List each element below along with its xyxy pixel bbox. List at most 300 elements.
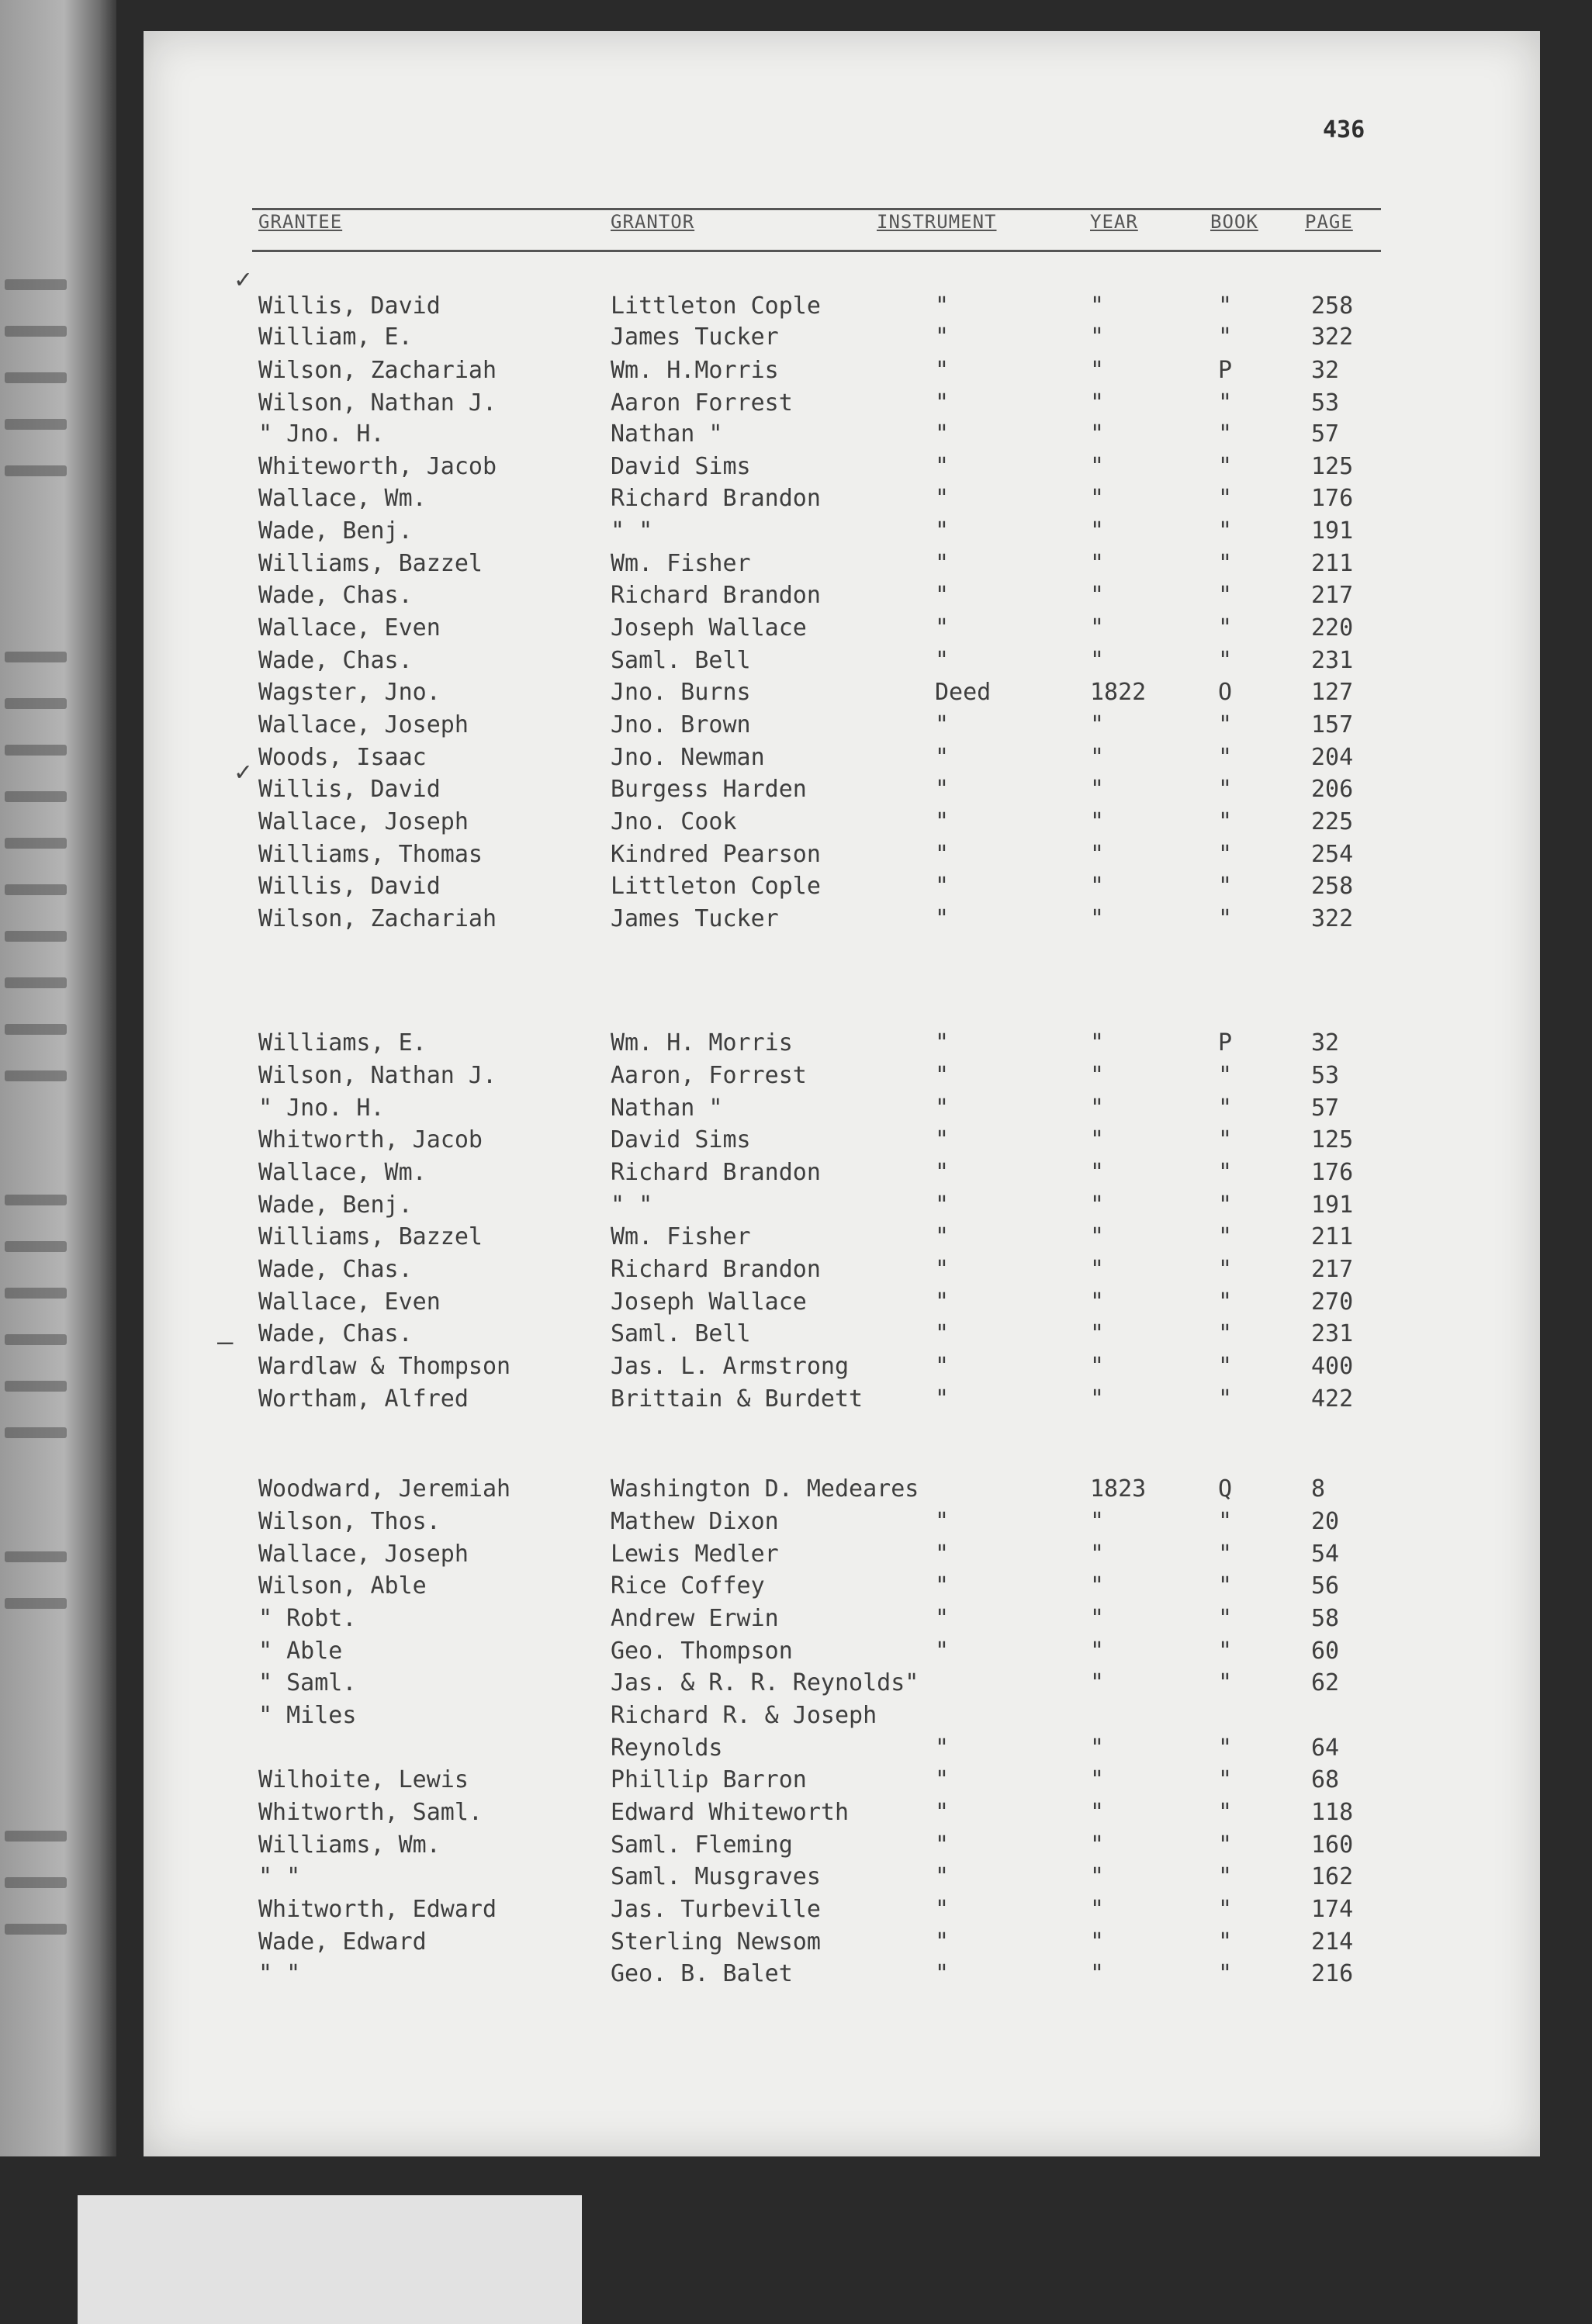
cell-grantee: William, E. [258,323,413,351]
cell-book: " [1218,1928,1233,1956]
cell-page: 400 [1311,1353,1354,1380]
cell-grantor: Wm. H. Morris [611,1029,793,1057]
cell-page: 322 [1311,323,1354,351]
cell-book: " [1218,1320,1233,1347]
table-row [144,1125,1540,1156]
cell-grantee: Williams, E. [258,1029,427,1057]
cell-year: " [1090,485,1105,512]
cell-book: " [1218,292,1233,320]
page-number: 436 [1323,116,1365,144]
cell-book: " [1218,517,1233,545]
table-row [144,1539,1540,1570]
cell-grantor: Saml. Musgraves [611,1863,821,1890]
cell-book: " [1218,647,1233,674]
cell-grantee: Willis, David [258,776,441,803]
table-row [144,483,1540,514]
cell-grantor: Sterling Newsom [611,1928,821,1956]
cell-instrument: " [935,485,950,512]
header-instrument: INSTRUMENT [877,211,997,233]
cell-grantee: Wilhoite, Lewis [258,1766,469,1793]
cell-grantee: Wade, Benj. [258,517,413,545]
cell-year: " [1090,1385,1105,1413]
header-rule-top [252,208,1381,210]
cell-page: 8 [1311,1475,1326,1503]
cell-instrument: " [935,1799,950,1826]
cell-instrument: " [935,420,950,448]
cell-page: 160 [1311,1831,1354,1859]
cell-instrument: " [935,1541,950,1568]
table-row [144,1093,1540,1124]
cell-page: 54 [1311,1541,1340,1568]
cell-year: 1822 [1090,679,1147,706]
cell-book: " [1218,1734,1233,1762]
cell-book: " [1218,1256,1233,1283]
cell-book: " [1218,841,1233,868]
cell-year: " [1090,1572,1105,1599]
cell-page: 58 [1311,1605,1340,1632]
table-row [144,1668,1540,1699]
cell-book: " [1218,1508,1233,1535]
cell-page: 57 [1311,420,1340,448]
table-row [144,677,1540,708]
cell-instrument: " [935,1638,950,1665]
cell-year: " [1090,1605,1105,1632]
cell-grantee: Wortham, Alfred [258,1385,469,1413]
table-row [144,742,1540,773]
table-row [144,451,1540,482]
cell-page: 191 [1311,1191,1354,1219]
cell-instrument: " [935,647,950,674]
cell-grantee: Wallace, Joseph [258,1541,469,1568]
cell-year: " [1090,1320,1105,1347]
background-card [78,2195,582,2324]
cell-grantor: Jno. Newman [611,744,765,771]
cell-year: " [1090,323,1105,351]
cell-year: " [1090,1863,1105,1890]
cell-book: " [1218,873,1233,900]
cell-instrument: " [935,776,950,803]
cell-book: " [1218,1638,1233,1665]
cell-page: 258 [1311,873,1354,900]
cell-year: " [1090,776,1105,803]
cell-book: " [1218,1605,1233,1632]
cell-grantor: Jno. Cook [611,808,737,835]
cell-page: 204 [1311,744,1354,771]
cell-book: " [1218,485,1233,512]
cell-instrument: " [935,744,950,771]
cell-year: " [1090,1256,1105,1283]
cell-grantor: Richard R. & Joseph [611,1702,877,1729]
cell-grantor: James Tucker [611,323,779,351]
cell-grantor: " " [611,517,653,545]
cell-year: " [1090,1928,1105,1956]
cell-grantor: Jas. & R. R. Reynolds" [611,1669,919,1696]
cell-year: " [1090,1095,1105,1122]
cell-page: 217 [1311,582,1354,609]
header-rule-bottom [252,250,1381,252]
header-grantee: GRANTEE [258,211,343,233]
cell-page: 422 [1311,1385,1354,1413]
cell-instrument: " [935,1385,950,1413]
cell-grantee: Wagster, Jno. [258,679,441,706]
cell-year: " [1090,905,1105,932]
cell-grantor: Rice Coffey [611,1572,765,1599]
cell-grantor: David Sims [611,1126,751,1153]
cell-page: 220 [1311,614,1354,642]
cell-grantor: " " [611,1191,653,1219]
table-row [144,1765,1540,1796]
cell-book: " [1218,744,1233,771]
cell-grantor: Richard Brandon [611,1256,821,1283]
cell-grantor: Littleton Cople [611,873,821,900]
cell-instrument: " [935,1508,950,1535]
table-row [144,613,1540,644]
cell-grantee: " Jno. H. [258,420,385,448]
cell-grantor: Phillip Barron [611,1766,807,1793]
cell-grantor: Nathan " [611,420,723,448]
header-grantor: GRANTOR [611,211,695,233]
dash-mark: — [217,1326,234,1357]
cell-grantee: Wilson, Able [258,1572,427,1599]
cell-grantor: Richard Brandon [611,1159,821,1186]
cell-year: " [1090,1734,1105,1762]
header-page: PAGE [1305,211,1353,233]
cell-page: 162 [1311,1863,1354,1890]
cell-instrument: " [935,905,950,932]
cell-book: " [1218,905,1233,932]
cell-year: " [1090,1508,1105,1535]
cell-page: 231 [1311,647,1354,674]
cell-page: 258 [1311,292,1354,320]
cell-book: " [1218,1159,1233,1186]
cell-year: " [1090,550,1105,577]
table-row [144,1028,1540,1059]
cell-grantor: Richard Brandon [611,582,821,609]
table-row [144,774,1540,805]
cell-year: " [1090,873,1105,900]
table-row [144,419,1540,450]
cell-grantor: Aaron Forrest [611,389,793,417]
cell-instrument: " [935,1831,950,1859]
cell-year: " [1090,420,1105,448]
cell-grantee: Wade, Chas. [258,647,413,674]
cell-grantor: Jno. Burns [611,679,751,706]
cell-grantor: Wm. Fisher [611,550,751,577]
header-book: BOOK [1210,211,1258,233]
cell-grantor: Reynolds [611,1734,723,1762]
cell-grantee: Wallace, Wm. [258,1159,427,1186]
cell-book: " [1218,1191,1233,1219]
cell-instrument: " [935,1095,950,1122]
table-row [144,516,1540,547]
cell-instrument: " [935,1960,950,1987]
table-row [144,388,1540,419]
cell-page: 125 [1311,1126,1354,1153]
cell-year: " [1090,1831,1105,1859]
cell-page: 32 [1311,357,1340,384]
cell-page: 127 [1311,679,1354,706]
cell-grantee: Wade, Chas. [258,1256,413,1283]
cell-grantor: David Sims [611,453,751,480]
table-row [144,1700,1540,1731]
cell-grantor: Geo. B. Balet [611,1960,793,1987]
cell-instrument: Deed [935,679,992,706]
cell-instrument: " [935,614,950,642]
cell-grantee: Willis, David [258,873,441,900]
cell-year: " [1090,1766,1105,1793]
cell-grantor: Brittain & Burdett [611,1385,863,1413]
cell-grantee: " Miles [258,1702,357,1729]
cell-book: " [1218,582,1233,609]
cell-year: " [1090,647,1105,674]
cell-page: 216 [1311,1960,1354,1987]
cell-book: " [1218,323,1233,351]
cell-grantee: Wallace, Even [258,614,441,642]
cell-page: 118 [1311,1799,1354,1826]
cell-grantee: Willis, David [258,292,441,320]
cell-instrument: " [935,517,950,545]
cell-page: 322 [1311,905,1354,932]
cell-book: Q [1218,1475,1233,1503]
cell-grantee: Williams, Bazzel [258,550,483,577]
cell-year: " [1090,1029,1105,1057]
table-row [144,1830,1540,1861]
table-row [144,1319,1540,1350]
table-row [144,1862,1540,1893]
cell-grantee: Whitworth, Edward [258,1896,497,1923]
cell-book: " [1218,808,1233,835]
cell-page: 125 [1311,453,1354,480]
table-row [144,1797,1540,1828]
cell-year: " [1090,1669,1105,1696]
cell-book: " [1218,1541,1233,1568]
cell-grantee: Wade, Chas. [258,582,413,609]
cell-grantee: Wardlaw & Thompson [258,1353,511,1380]
cell-book: P [1218,1029,1233,1057]
table-row [144,1384,1540,1415]
cell-grantor: Kindred Pearson [611,841,821,868]
cell-grantor: Wm. Fisher [611,1223,751,1250]
cell-grantor: Jas. Turbeville [611,1896,821,1923]
cell-instrument: " [935,550,950,577]
cell-instrument: " [935,808,950,835]
table-row [144,904,1540,935]
cell-instrument: " [935,1863,950,1890]
cell-page: 20 [1311,1508,1340,1535]
cell-book: " [1218,550,1233,577]
cell-year: " [1090,1126,1105,1153]
cell-grantee: Wilson, Nathan J. [258,389,497,417]
cell-grantee: Wilson, Zachariah [258,357,497,384]
cell-year: " [1090,1191,1105,1219]
cell-book: " [1218,1896,1233,1923]
cell-grantee: Wallace, Wm. [258,485,427,512]
cell-year: " [1090,1223,1105,1250]
cell-page: 176 [1311,1159,1354,1186]
cell-page: 32 [1311,1029,1340,1057]
cell-grantor: Wm. H.Morris [611,357,779,384]
cell-book: " [1218,453,1233,480]
table-row [144,1351,1540,1382]
cell-book: " [1218,1095,1233,1122]
cell-book: " [1218,1126,1233,1153]
table-row [144,1733,1540,1764]
cell-book: " [1218,1669,1233,1696]
cell-book: " [1218,1863,1233,1890]
cell-grantor: Nathan " [611,1095,723,1122]
cell-book: " [1218,1960,1233,1987]
cell-year: " [1090,1353,1105,1380]
cell-instrument: " [935,873,950,900]
cell-grantee: Wallace, Joseph [258,808,469,835]
cell-instrument: " [935,1320,950,1347]
cell-grantee: " Jno. H. [258,1095,385,1122]
cell-year: " [1090,1159,1105,1186]
cell-instrument: " [935,1353,950,1380]
cell-grantee: Wilson, Nathan J. [258,1062,497,1089]
cell-book: " [1218,1385,1233,1413]
table-row [144,1190,1540,1221]
cell-page: 211 [1311,550,1354,577]
cell-year: " [1090,1541,1105,1568]
cell-instrument: " [935,1126,950,1153]
cell-grantee: Whiteworth, Jacob [258,453,497,480]
table-row [144,807,1540,838]
table-row [144,1636,1540,1667]
table-row [144,1254,1540,1285]
table-row [144,871,1540,902]
cell-grantor: Washington D. Medeares [611,1475,919,1503]
cell-instrument: " [935,1223,950,1250]
cell-instrument: " [935,841,950,868]
cell-year: " [1090,744,1105,771]
adjacent-book-edge [0,0,116,2156]
cell-grantor: Edward Whiteworth [611,1799,850,1826]
cell-book: " [1218,1288,1233,1316]
cell-instrument: " [935,389,950,417]
cell-book: " [1218,711,1233,738]
cell-instrument: " [935,1256,950,1283]
cell-instrument: " [935,1288,950,1316]
table-row [144,355,1540,386]
cell-page: 225 [1311,808,1354,835]
cell-grantee: Williams, Thomas [258,841,483,868]
cell-page: 231 [1311,1320,1354,1347]
cell-year: " [1090,292,1105,320]
cell-book: P [1218,357,1233,384]
table-row [144,1474,1540,1505]
cell-instrument: " [935,711,950,738]
cell-page: 60 [1311,1638,1340,1665]
cell-grantee: " " [258,1960,301,1987]
table-row [144,1571,1540,1602]
cell-grantor: Saml. Fleming [611,1831,793,1859]
cell-instrument: " [935,1734,950,1762]
cell-instrument: " [935,1766,950,1793]
cell-grantee: Wade, Chas. [258,1320,413,1347]
cell-instrument: " [935,1159,950,1186]
cell-year: " [1090,1638,1105,1665]
table-row [144,1506,1540,1537]
table-row [144,1959,1540,1990]
cell-grantee: " Able [258,1638,343,1665]
cell-grantee: Wade, Edward [258,1928,427,1956]
table-row [144,1603,1540,1634]
cell-book: " [1218,614,1233,642]
cell-grantee: " " [258,1863,301,1890]
cell-grantee: Williams, Bazzel [258,1223,483,1250]
cell-grantee: Wade, Benj. [258,1191,413,1219]
cell-grantor: Saml. Bell [611,647,751,674]
cell-page: 174 [1311,1896,1354,1923]
cell-grantor: Mathew Dixon [611,1508,779,1535]
cell-book: " [1218,389,1233,417]
cell-year: " [1090,1896,1105,1923]
cell-year: " [1090,357,1105,384]
cell-grantee: Wilson, Zachariah [258,905,497,932]
cell-year: " [1090,1288,1105,1316]
table-row [144,1287,1540,1318]
table-row [144,645,1540,676]
cell-instrument: " [935,1896,950,1923]
cell-page: 191 [1311,517,1354,545]
cell-year: " [1090,1799,1105,1826]
table-row [144,710,1540,741]
cell-page: 214 [1311,1928,1354,1956]
cell-page: 53 [1311,1062,1340,1089]
check-mark: ✓ [235,264,251,295]
table-row [144,548,1540,579]
cell-instrument: " [935,1029,950,1057]
table-row [144,291,1540,322]
cell-grantee: Whitworth, Saml. [258,1799,483,1826]
cell-instrument: " [935,1572,950,1599]
cell-page: 56 [1311,1572,1340,1599]
cell-grantor: Geo. Thompson [611,1638,793,1665]
cell-grantor: Saml. Bell [611,1320,751,1347]
cell-grantor: Jas. L. Armstrong [611,1353,850,1380]
cell-year: " [1090,841,1105,868]
cell-book: " [1218,1572,1233,1599]
cell-year: " [1090,389,1105,417]
cell-grantee: Wallace, Joseph [258,711,469,738]
table-row [144,839,1540,870]
cell-page: 64 [1311,1734,1340,1762]
cell-instrument: " [935,1928,950,1956]
table-row [144,1157,1540,1188]
cell-year: " [1090,453,1105,480]
cell-grantee: " Robt. [258,1605,357,1632]
cell-grantor: James Tucker [611,905,779,932]
cell-grantor: Lewis Medler [611,1541,779,1568]
check-mark: ✓ [235,756,251,787]
cell-instrument: " [935,453,950,480]
cell-page: 53 [1311,389,1340,417]
header-year: YEAR [1090,211,1138,233]
cell-book: " [1218,1223,1233,1250]
cell-grantee: " Saml. [258,1669,357,1696]
cell-year: " [1090,582,1105,609]
cell-page: 211 [1311,1223,1354,1250]
cell-year: 1823 [1090,1475,1147,1503]
cell-book: " [1218,1062,1233,1089]
cell-grantor: Littleton Cople [611,292,821,320]
table-row [144,1894,1540,1925]
cell-page: 254 [1311,841,1354,868]
cell-grantee: Woodward, Jeremiah [258,1475,511,1503]
cell-page: 68 [1311,1766,1340,1793]
cell-grantor: Joseph Wallace [611,614,807,642]
